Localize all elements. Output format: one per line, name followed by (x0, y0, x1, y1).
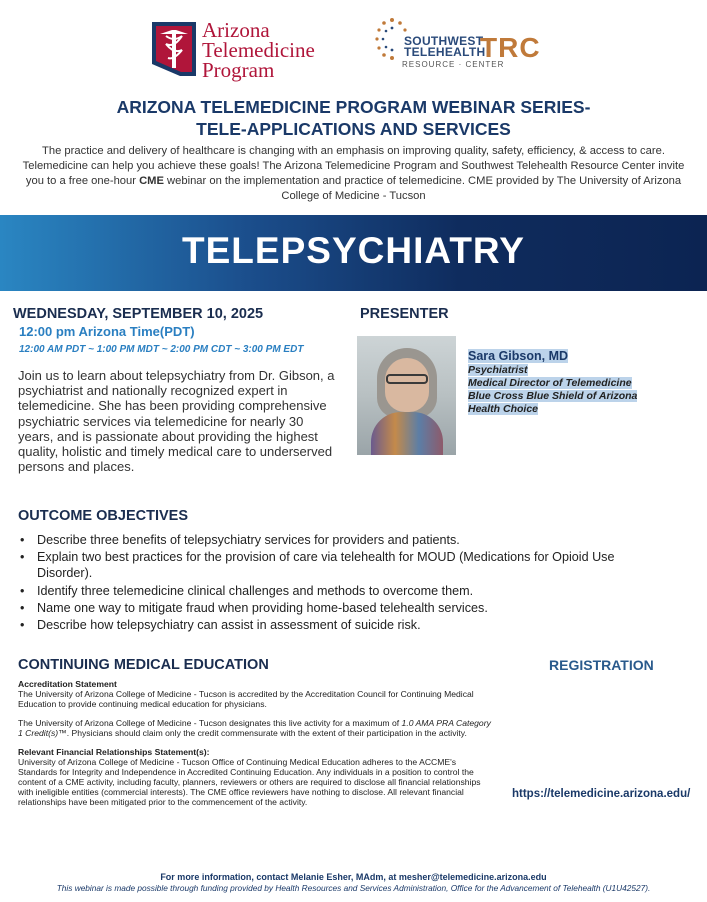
financial-text: University of Arizona College of Medicine - Tucson Office of Continuing Medical Education adheres to the ACCME's Standards for Integrity and Independence in Accredited Continuing Education. Any individuals in a position to control the content of a CME activity, including faculty, planners, reviewers or others are required to disclose all financial relationships with ineligible entities (commercial interests). The CME office reviewers have nothing to disclose. All relevant financial relationships have been mitigated prior to the commencement of the activity. (18, 757, 481, 807)
list-item: • Explain two best practices for the provision of care via telehealth for MOUD (Medications for Opioid Use Disorder). (18, 549, 618, 581)
atp-wordmark (202, 20, 315, 80)
intro-paragraph (20, 144, 687, 204)
presenter-title-4: Health Choice (468, 403, 539, 415)
presenter-title-3: Blue Cross Blue Shield of Arizona (468, 390, 638, 402)
atp-line2: Telemedicine (202, 38, 315, 62)
swt-wordmark (404, 36, 485, 58)
list-item: • Describe how telepsychiatry can assist in assessment of suicide risk. (18, 617, 618, 633)
event-description: Join us to learn about telepsychiatry from Dr. Gibson, a psychiatrist and nationally recognized expert in telemedicine. She has been providing comprehensive psychiatric services via telemedicine for nearly 30 years, and is passionate about providing the highest quality, holistic and timely medical care to underserved persons and places. (18, 368, 335, 475)
resource-center-label: RESOURCE · CENTER (402, 60, 505, 69)
financial-heading: Relevant Financial Relationships Statement(s): (18, 747, 210, 757)
presenter-title-1: Psychiatrist (468, 364, 528, 376)
swt-line2: TELEHEALTH (404, 45, 486, 59)
atp-line1: Arizona (202, 18, 270, 42)
event-time-zones: 12:00 AM PDT ~ 1:00 PM MDT ~ 2:00 PM CDT ~ 3:00 PM EDT (19, 344, 304, 355)
swt-line1: SOUTHWEST (404, 34, 484, 48)
arizona-state-emblem-icon (150, 20, 198, 78)
designation-text: The University of Arizona College of Medicine - Tucson designates this live activity for a maximum of 1.0 AMA PRA Category 1 Credit(s)™. Physicians should claim only the credit commensurate with the extent of their participation in the activity. (18, 718, 491, 738)
list-item: • Name one way to mitigate fraud when providing home-based telehealth services. (18, 600, 618, 616)
registration-heading: REGISTRATION (549, 657, 654, 673)
list-item: • Identify three telemedicine clinical challenges and methods to overcome them. (18, 583, 618, 599)
footer-funding: This webinar is made possible through funding provided by Health Resources and Services Administration, Office for the Advancement of Telehealth (U1U42527). (56, 883, 651, 893)
series-title (0, 96, 707, 140)
registration-link[interactable]: https://telemedicine.arizona.edu/ (512, 788, 691, 800)
arizona-telemedicine-program-logo (150, 18, 325, 82)
cme-body (18, 679, 496, 816)
presenter-heading: PRESENTER (360, 306, 449, 322)
objectives-list (18, 532, 618, 634)
list-item: • Describe three benefits of telepsychiatry services for providers and patients. (18, 532, 618, 548)
topic-title: TELEPSYCHIATRY (182, 230, 525, 271)
footer-contact: For more information, contact Melanie Esher, MAdm, at mesher@telemedicine.arizona.edu (160, 872, 547, 882)
presenter-photo (357, 336, 456, 455)
presenter-title-2: Medical Director of Telemedicine (468, 377, 632, 389)
accreditation-heading: Accreditation Statement (18, 679, 117, 689)
presenter-name: Sara Gibson, MD (468, 349, 569, 363)
intro-cme: CME (139, 175, 164, 187)
cme-heading: CONTINUING MEDICAL EDUCATION (18, 657, 269, 673)
presenter-info (468, 348, 658, 416)
intro-text-after: webinar on the implementation and practice of telemedicine. CME provided by The University of Arizona College of Medicine - Tucson (163, 175, 682, 202)
accreditation-text: The University of Arizona College of Medicine - Tucson is accredited by the Accreditation Council for Continuing Medical Education to provide continuing medical education for physicians. (18, 689, 474, 709)
series-title-line1: ARIZONA TELEMEDICINE PROGRAM WEBINAR SERIES- (116, 97, 591, 117)
objectives-heading: OUTCOME OBJECTIVES (18, 508, 188, 524)
event-time: 12:00 pm Arizona Time(PDT) (19, 324, 195, 339)
series-title-line2: TELE-APPLICATIONS AND SERVICES (196, 119, 511, 139)
trc-wordmark: TRC (480, 32, 541, 63)
logo-row (0, 14, 707, 84)
atp-line3: Program (202, 58, 275, 82)
event-date: WEDNESDAY, SEPTEMBER 10, 2025 (13, 306, 264, 322)
southwest-telehealth-trc-logo (372, 14, 562, 78)
intro-text-before: The practice and delivery of healthcare is changing with an emphasis on improving quality, safety, efficiency, & access to care. Telemedicine can help you achieve these goals! The Arizona Telemedicine Program and Southwest Telehealth Resource Center invite you to a free one-hour (22, 145, 685, 187)
